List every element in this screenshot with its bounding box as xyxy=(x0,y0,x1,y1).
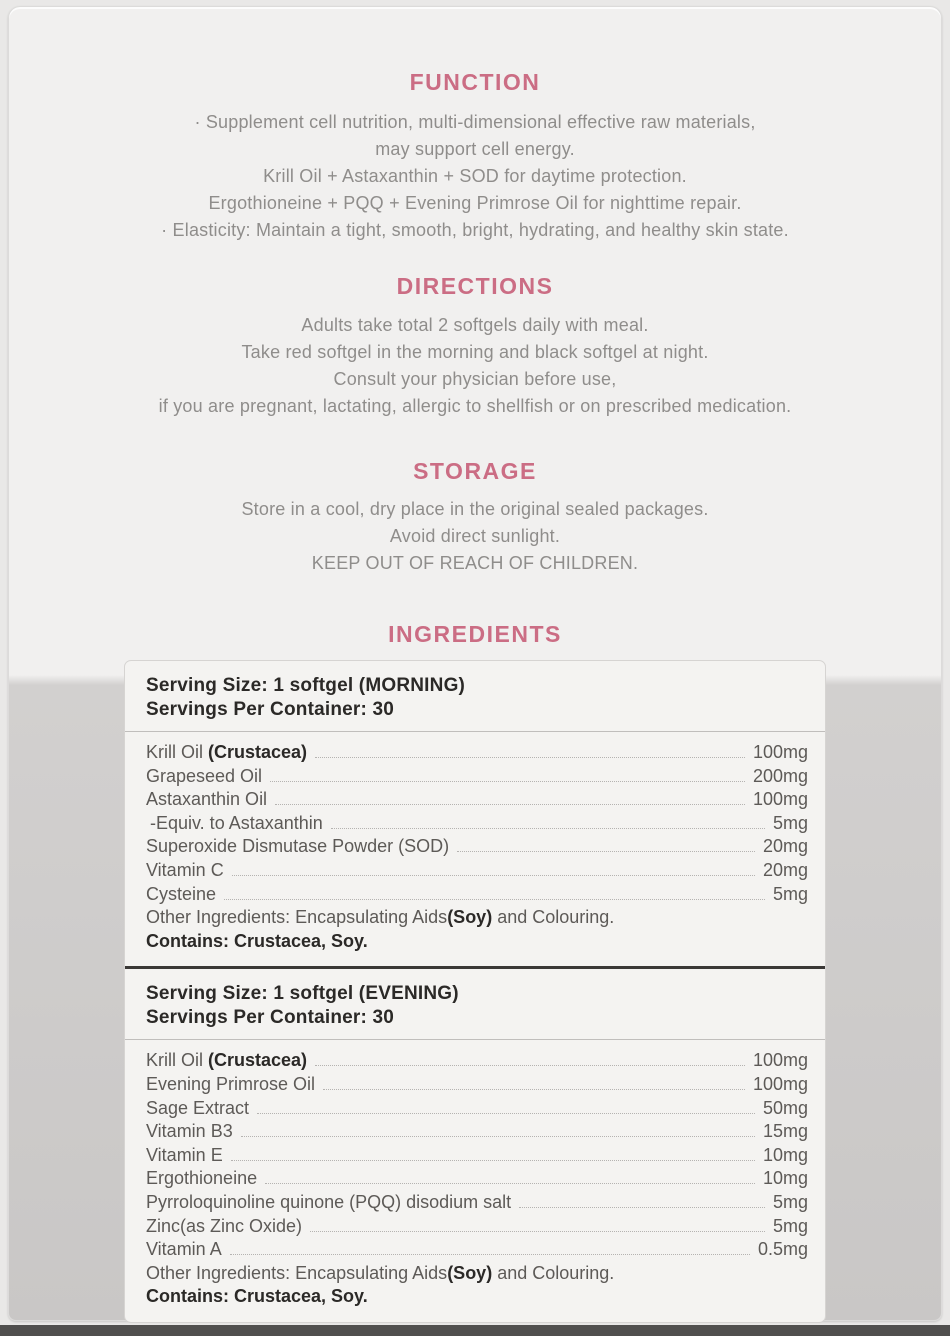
contains-line: Contains: Crustacea, Soy. xyxy=(146,930,368,951)
ingredient-value: 100mg xyxy=(752,789,808,810)
section-storage xyxy=(9,420,941,577)
dotted-leader xyxy=(257,1113,755,1114)
ingredient-row xyxy=(146,1167,808,1191)
dotted-leader xyxy=(241,1136,755,1137)
ingredient-value: 100mg xyxy=(752,742,808,762)
ingredient-row xyxy=(146,1097,808,1121)
ingredient-label: Vitamin E xyxy=(146,1144,223,1165)
ingredient-value: 10mg xyxy=(762,1144,808,1165)
ingredient-rows-morning xyxy=(146,741,808,906)
dotted-leader xyxy=(331,828,765,829)
ingredient-label: Sage Extract xyxy=(146,1097,250,1118)
dotted-leader xyxy=(224,899,765,900)
function-line: Krill Oil + Astaxanthin + SOD for daytime protection. xyxy=(263,166,687,186)
section-ingredients xyxy=(9,577,941,1323)
ingredient-label: Krill Oil (Crustacea) xyxy=(146,1050,308,1071)
ingredient-row xyxy=(146,859,808,883)
ingredient-value: 5mg xyxy=(772,883,808,904)
ingredient-row xyxy=(146,1238,808,1262)
ingredient-label: Vitamin B3 xyxy=(146,1121,233,1142)
ingredient-label: Vitamin A xyxy=(146,1239,222,1260)
dotted-leader xyxy=(310,1231,765,1232)
ingredient-row xyxy=(146,1073,808,1097)
ingredient-row xyxy=(146,835,808,859)
ingredient-value: 5mg xyxy=(772,1215,808,1236)
dotted-leader xyxy=(323,1089,745,1090)
photo-bottom-shadow xyxy=(0,1325,950,1336)
facts-header-morning xyxy=(125,661,825,732)
ingredient-row xyxy=(146,765,808,789)
other-ingredients-line xyxy=(146,906,808,930)
ingredient-value: 20mg xyxy=(762,836,808,857)
dotted-leader xyxy=(231,1160,755,1161)
other-ingredients-text: Other Ingredients: Encapsulating Aids xyxy=(146,1262,448,1283)
other-ingredients-line xyxy=(146,1262,808,1286)
ingredient-value: 5mg xyxy=(772,1191,808,1212)
servings-per-container: Servings Per Container: 30 xyxy=(146,1006,395,1028)
ingredient-value: 0.5mg xyxy=(757,1239,808,1260)
ingredient-row xyxy=(146,1049,808,1073)
serving-size: Serving Size: 1 softgel (EVENING) xyxy=(146,983,459,1005)
facts-table-evening xyxy=(125,969,825,1322)
other-ingredients-suffix: and Colouring. xyxy=(492,907,615,928)
facts-body-morning xyxy=(125,732,825,966)
ingredient-value: 15mg xyxy=(762,1121,808,1142)
ingredient-value: 100mg xyxy=(752,1073,808,1094)
other-ingredients-text: Other Ingredients: Encapsulating Aids xyxy=(146,907,448,928)
ingredient-label: Ergothioneine xyxy=(146,1168,258,1189)
dotted-leader xyxy=(315,1065,745,1066)
ingredient-value: 100mg xyxy=(752,1050,808,1071)
ingredient-row xyxy=(146,1120,808,1144)
storage-line: KEEP OUT OF REACH OF CHILDREN. xyxy=(311,553,639,573)
function-line: · Elasticity: Maintain a tight, smooth, bright, hydrating, and healthy skin state. xyxy=(161,220,789,240)
ingredient-label: Zinc(as Zinc Oxide) xyxy=(146,1215,303,1236)
facts-table-morning xyxy=(125,661,825,966)
ingredients-title: INGREDIENTS xyxy=(388,621,562,647)
ingredient-row xyxy=(146,812,808,836)
other-ingredients-allergen: (Soy) xyxy=(447,1262,493,1283)
other-ingredients-allergen: (Soy) xyxy=(447,907,493,928)
ingredient-label: Evening Primrose Oil xyxy=(146,1073,316,1094)
package-back-panel xyxy=(8,6,942,1321)
ingredient-row xyxy=(146,1215,808,1239)
ingredient-rows-evening xyxy=(146,1049,808,1261)
directions-line: Consult your physician before use, xyxy=(333,369,617,389)
serving-size: Serving Size: 1 softgel (MORNING) xyxy=(146,675,466,696)
dotted-leader xyxy=(457,851,755,852)
ingredient-label: Cysteine xyxy=(146,883,217,904)
ingredient-label: Astaxanthin Oil xyxy=(146,789,268,810)
directions-title: DIRECTIONS xyxy=(396,273,554,299)
function-title: FUNCTION xyxy=(409,69,541,95)
ingredient-label: Pyrroloquinoline quinone (PQQ) disodium salt xyxy=(146,1191,512,1212)
ingredient-row xyxy=(146,883,808,907)
storage-line: Store in a cool, dry place in the original sealed packages. xyxy=(241,499,709,519)
function-line: Ergothioneine + PQQ + Evening Primrose Oil for nighttime repair. xyxy=(208,193,742,213)
dotted-leader xyxy=(230,1254,750,1255)
facts-body-evening xyxy=(125,1040,825,1322)
function-line: may support cell energy. xyxy=(375,139,575,159)
directions-line: if you are pregnant, lactating, allergic to shellfish or on prescribed medication. xyxy=(158,396,792,416)
function-line: · Supplement cell nutrition, multi-dimensional effective raw materials, xyxy=(194,112,756,132)
storage-line: Avoid direct sunlight. xyxy=(389,526,561,546)
ingredient-value: 10mg xyxy=(762,1168,808,1189)
storage-title: STORAGE xyxy=(413,458,537,484)
ingredient-value: 200mg xyxy=(752,765,808,786)
section-function xyxy=(9,7,941,244)
dotted-leader xyxy=(232,875,755,876)
dotted-leader xyxy=(275,804,745,805)
ingredient-value: 5mg xyxy=(772,812,808,833)
ingredient-row xyxy=(146,788,808,812)
ingredient-row xyxy=(146,1144,808,1168)
dotted-leader xyxy=(270,781,745,782)
ingredient-label: Krill Oil (Crustacea) xyxy=(146,742,308,762)
dotted-leader xyxy=(265,1183,755,1184)
ingredient-row xyxy=(146,1191,808,1215)
ingredient-label: Grapeseed Oil xyxy=(146,765,263,786)
facts-header-evening xyxy=(125,969,825,1040)
servings-per-container: Servings Per Container: 30 xyxy=(146,698,395,720)
ingredient-value: 20mg xyxy=(762,859,808,880)
section-directions xyxy=(9,244,941,420)
directions-line: Adults take total 2 softgels daily with meal. xyxy=(301,315,649,335)
ingredient-label: Superoxide Dismutase Powder (SOD) xyxy=(146,836,450,857)
ingredient-label: -Equiv. to Astaxanthin xyxy=(150,812,323,833)
supplement-facts-panel xyxy=(124,660,826,1323)
dotted-leader xyxy=(519,1207,765,1208)
contains-line: Contains: Crustacea, Soy. xyxy=(146,1286,368,1307)
other-ingredients-suffix: and Colouring. xyxy=(492,1262,615,1283)
directions-line: Take red softgel in the morning and black softgel at night. xyxy=(241,342,709,362)
ingredient-row xyxy=(146,741,808,765)
ingredient-label: Vitamin C xyxy=(146,859,224,880)
dotted-leader xyxy=(315,757,745,758)
ingredient-value: 50mg xyxy=(762,1097,808,1118)
